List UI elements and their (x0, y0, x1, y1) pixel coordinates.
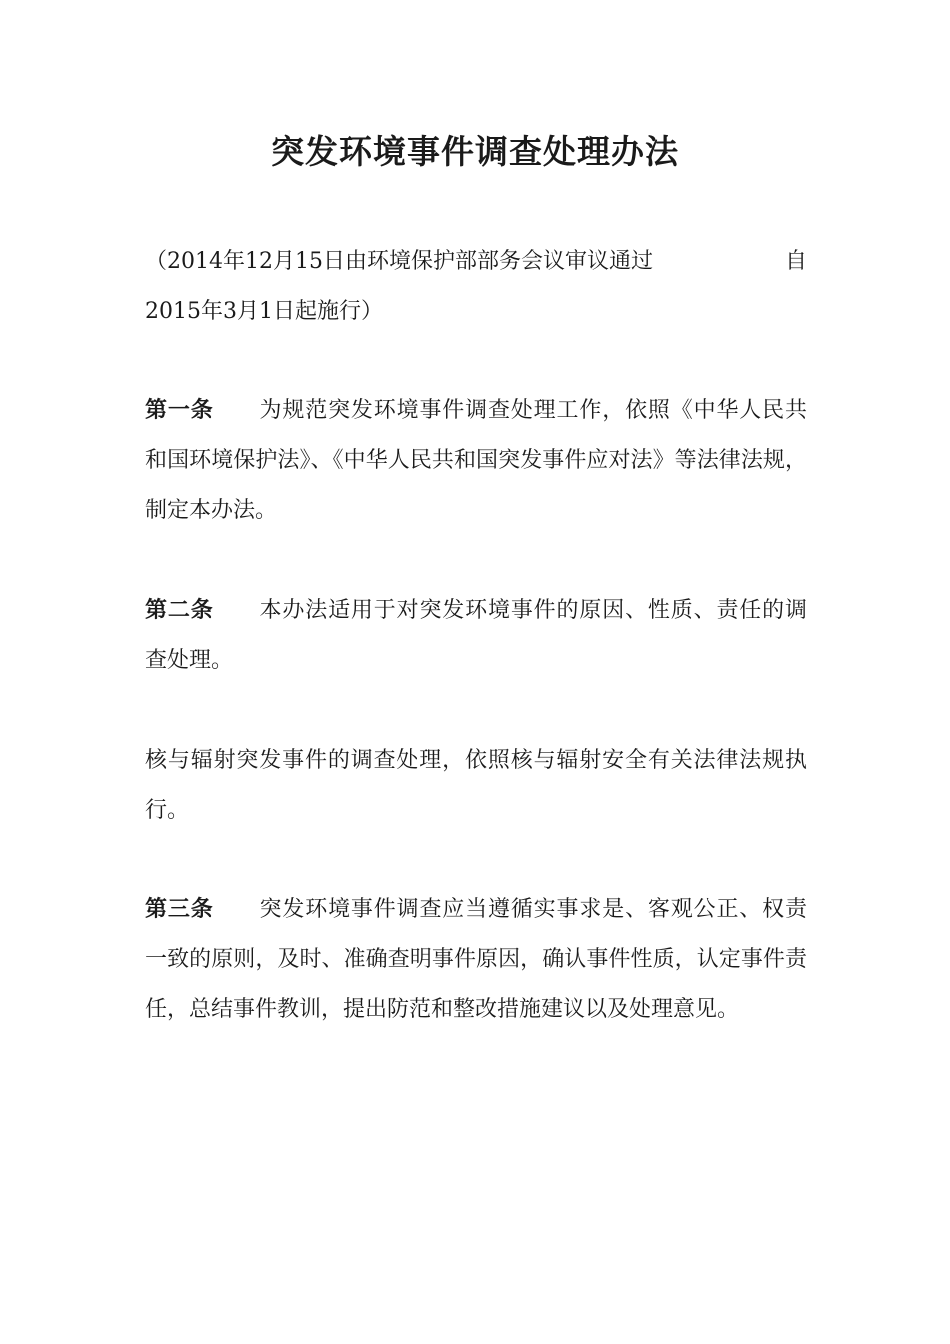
adoption-note-continuation: 2015年3月1日起施行） (145, 299, 383, 324)
document-title: 突发环境事件调查处理办法 (271, 132, 679, 171)
article-1 (145, 386, 807, 536)
adoption-note (145, 237, 807, 337)
article-1-number: 第一条 (145, 398, 214, 423)
article-3-text: 突发环境事件调查应当遵循实事求是、客观公正、权责一致的原则，及时、准确查明事件原因，确认事件性质，认定事件责任，总结事件教训，提出防范和整改措施建议以及处理意见。 (145, 897, 807, 1022)
article-3-number: 第三条 (145, 897, 214, 922)
adoption-note-left: （2014年12月15日由环境保护部部务会议审议通过 (145, 249, 653, 274)
article-2-number: 第二条 (145, 598, 214, 623)
article-1-text: 为规范突发环境事件调查处理工作，依照《中华人民共和国环境保护法》、《中华人民共和国突发事件应对法》等法律法规，制定本办法。 (145, 398, 807, 523)
article-3 (145, 885, 807, 1035)
article-2-text: 本办法适用于对突发环境事件的原因、性质、责任的调查处理。 (145, 598, 807, 673)
adoption-note-right: 自 (784, 249, 807, 274)
article-2-paragraph-2: 核与辐射突发事件的调查处理，依照核与辐射安全有关法律法规执行。 (145, 748, 807, 823)
article-2 (145, 586, 807, 686)
